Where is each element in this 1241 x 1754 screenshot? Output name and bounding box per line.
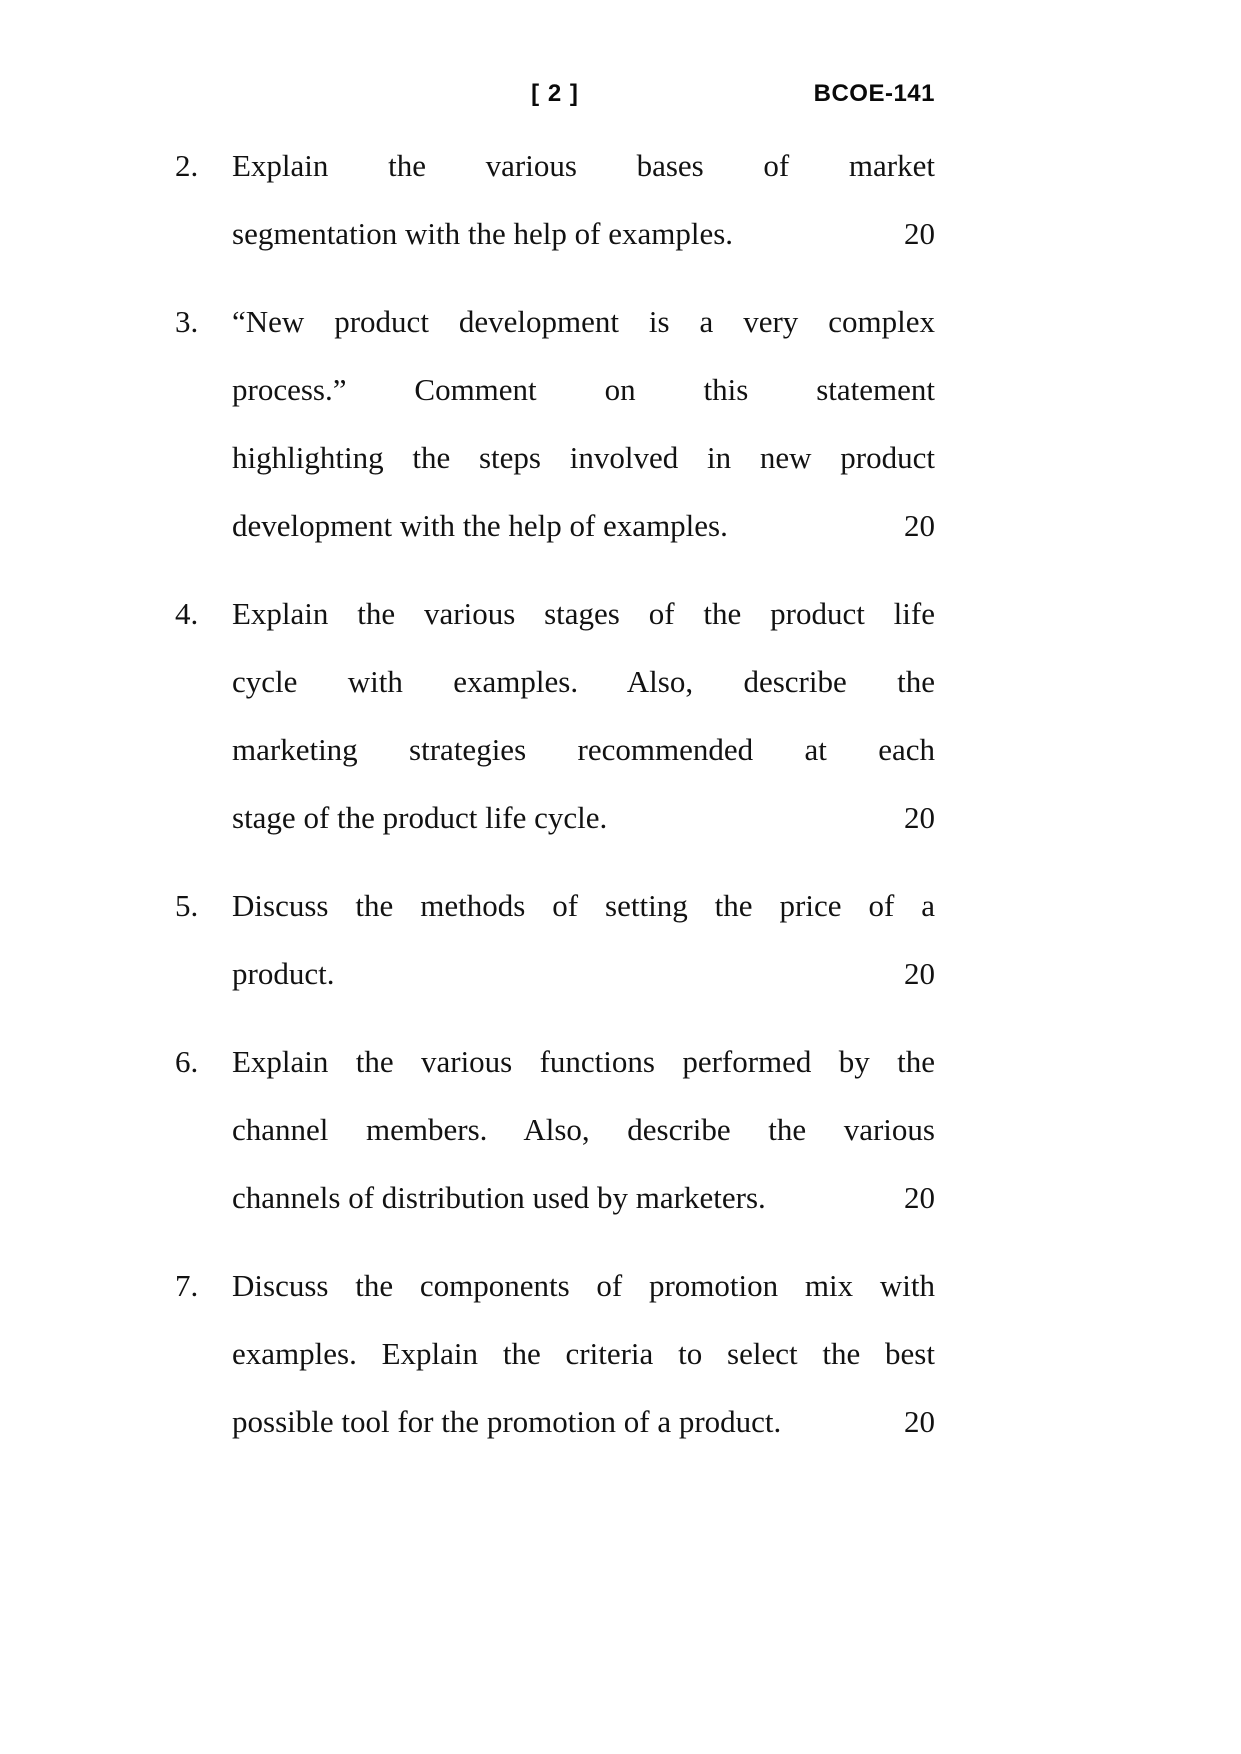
question-2 (175, 132, 935, 268)
page-header (175, 80, 935, 118)
question-line: Explain the various stages of the product life (232, 596, 935, 631)
question-line: “New product development is a very complex (232, 304, 935, 339)
question-number: 2. (175, 148, 199, 183)
question-line: highlighting the steps involved in new product (232, 440, 935, 475)
text-block (175, 80, 935, 1456)
question-line: Explain the various functions performed by the (232, 1044, 935, 1079)
question-7 (175, 1252, 935, 1456)
question-line: possible tool for the promotion of a product. (232, 1404, 782, 1439)
question-line: product. (232, 956, 335, 991)
page-number: [ 2 ] (531, 80, 579, 107)
question-last-line (232, 940, 935, 1008)
question-3 (175, 288, 935, 560)
question-last-line (232, 1164, 935, 1232)
question-line: marketing strategies recommended at each (232, 732, 935, 767)
marks-value: 20 (904, 956, 935, 991)
question-5 (175, 872, 935, 1008)
question-line: process.” Comment on this statement (232, 372, 935, 407)
question-number: 3. (175, 304, 199, 339)
question-4 (175, 580, 935, 852)
question-last-line (232, 1388, 935, 1456)
question-text (232, 1028, 935, 1232)
question-line: Discuss the methods of setting the price of a (232, 888, 935, 923)
marks-value: 20 (904, 1180, 935, 1215)
question-number: 5. (175, 888, 199, 923)
question-line: examples. Explain the criteria to select the best (232, 1336, 935, 1371)
question-line: Explain the various bases of market (232, 148, 935, 183)
marks-value: 20 (904, 508, 935, 543)
question-line: development with the help of examples. (232, 508, 728, 543)
question-text (232, 1252, 935, 1456)
question-6 (175, 1028, 935, 1232)
marks-value: 20 (904, 1404, 935, 1439)
question-line: channel members. Also, describe the various (232, 1112, 935, 1147)
question-text (232, 580, 935, 852)
question-last-line (232, 492, 935, 560)
question-text (232, 132, 935, 268)
question-text (232, 872, 935, 1008)
question-last-line (232, 784, 935, 852)
question-number: 7. (175, 1268, 199, 1303)
question-line: Discuss the components of promotion mix with (232, 1268, 935, 1303)
question-number: 4. (175, 596, 199, 631)
question-line: channels of distribution used by marketers. (232, 1180, 766, 1215)
question-line: stage of the product life cycle. (232, 800, 608, 835)
question-line: segmentation with the help of examples. (232, 216, 734, 251)
question-text (232, 288, 935, 560)
marks-value: 20 (904, 800, 935, 835)
question-number: 6. (175, 1044, 199, 1079)
question-last-line (232, 200, 935, 268)
paper-code: BCOE-141 (813, 80, 935, 107)
question-line: cycle with examples. Also, describe the (232, 664, 935, 699)
marks-value: 20 (904, 216, 935, 251)
